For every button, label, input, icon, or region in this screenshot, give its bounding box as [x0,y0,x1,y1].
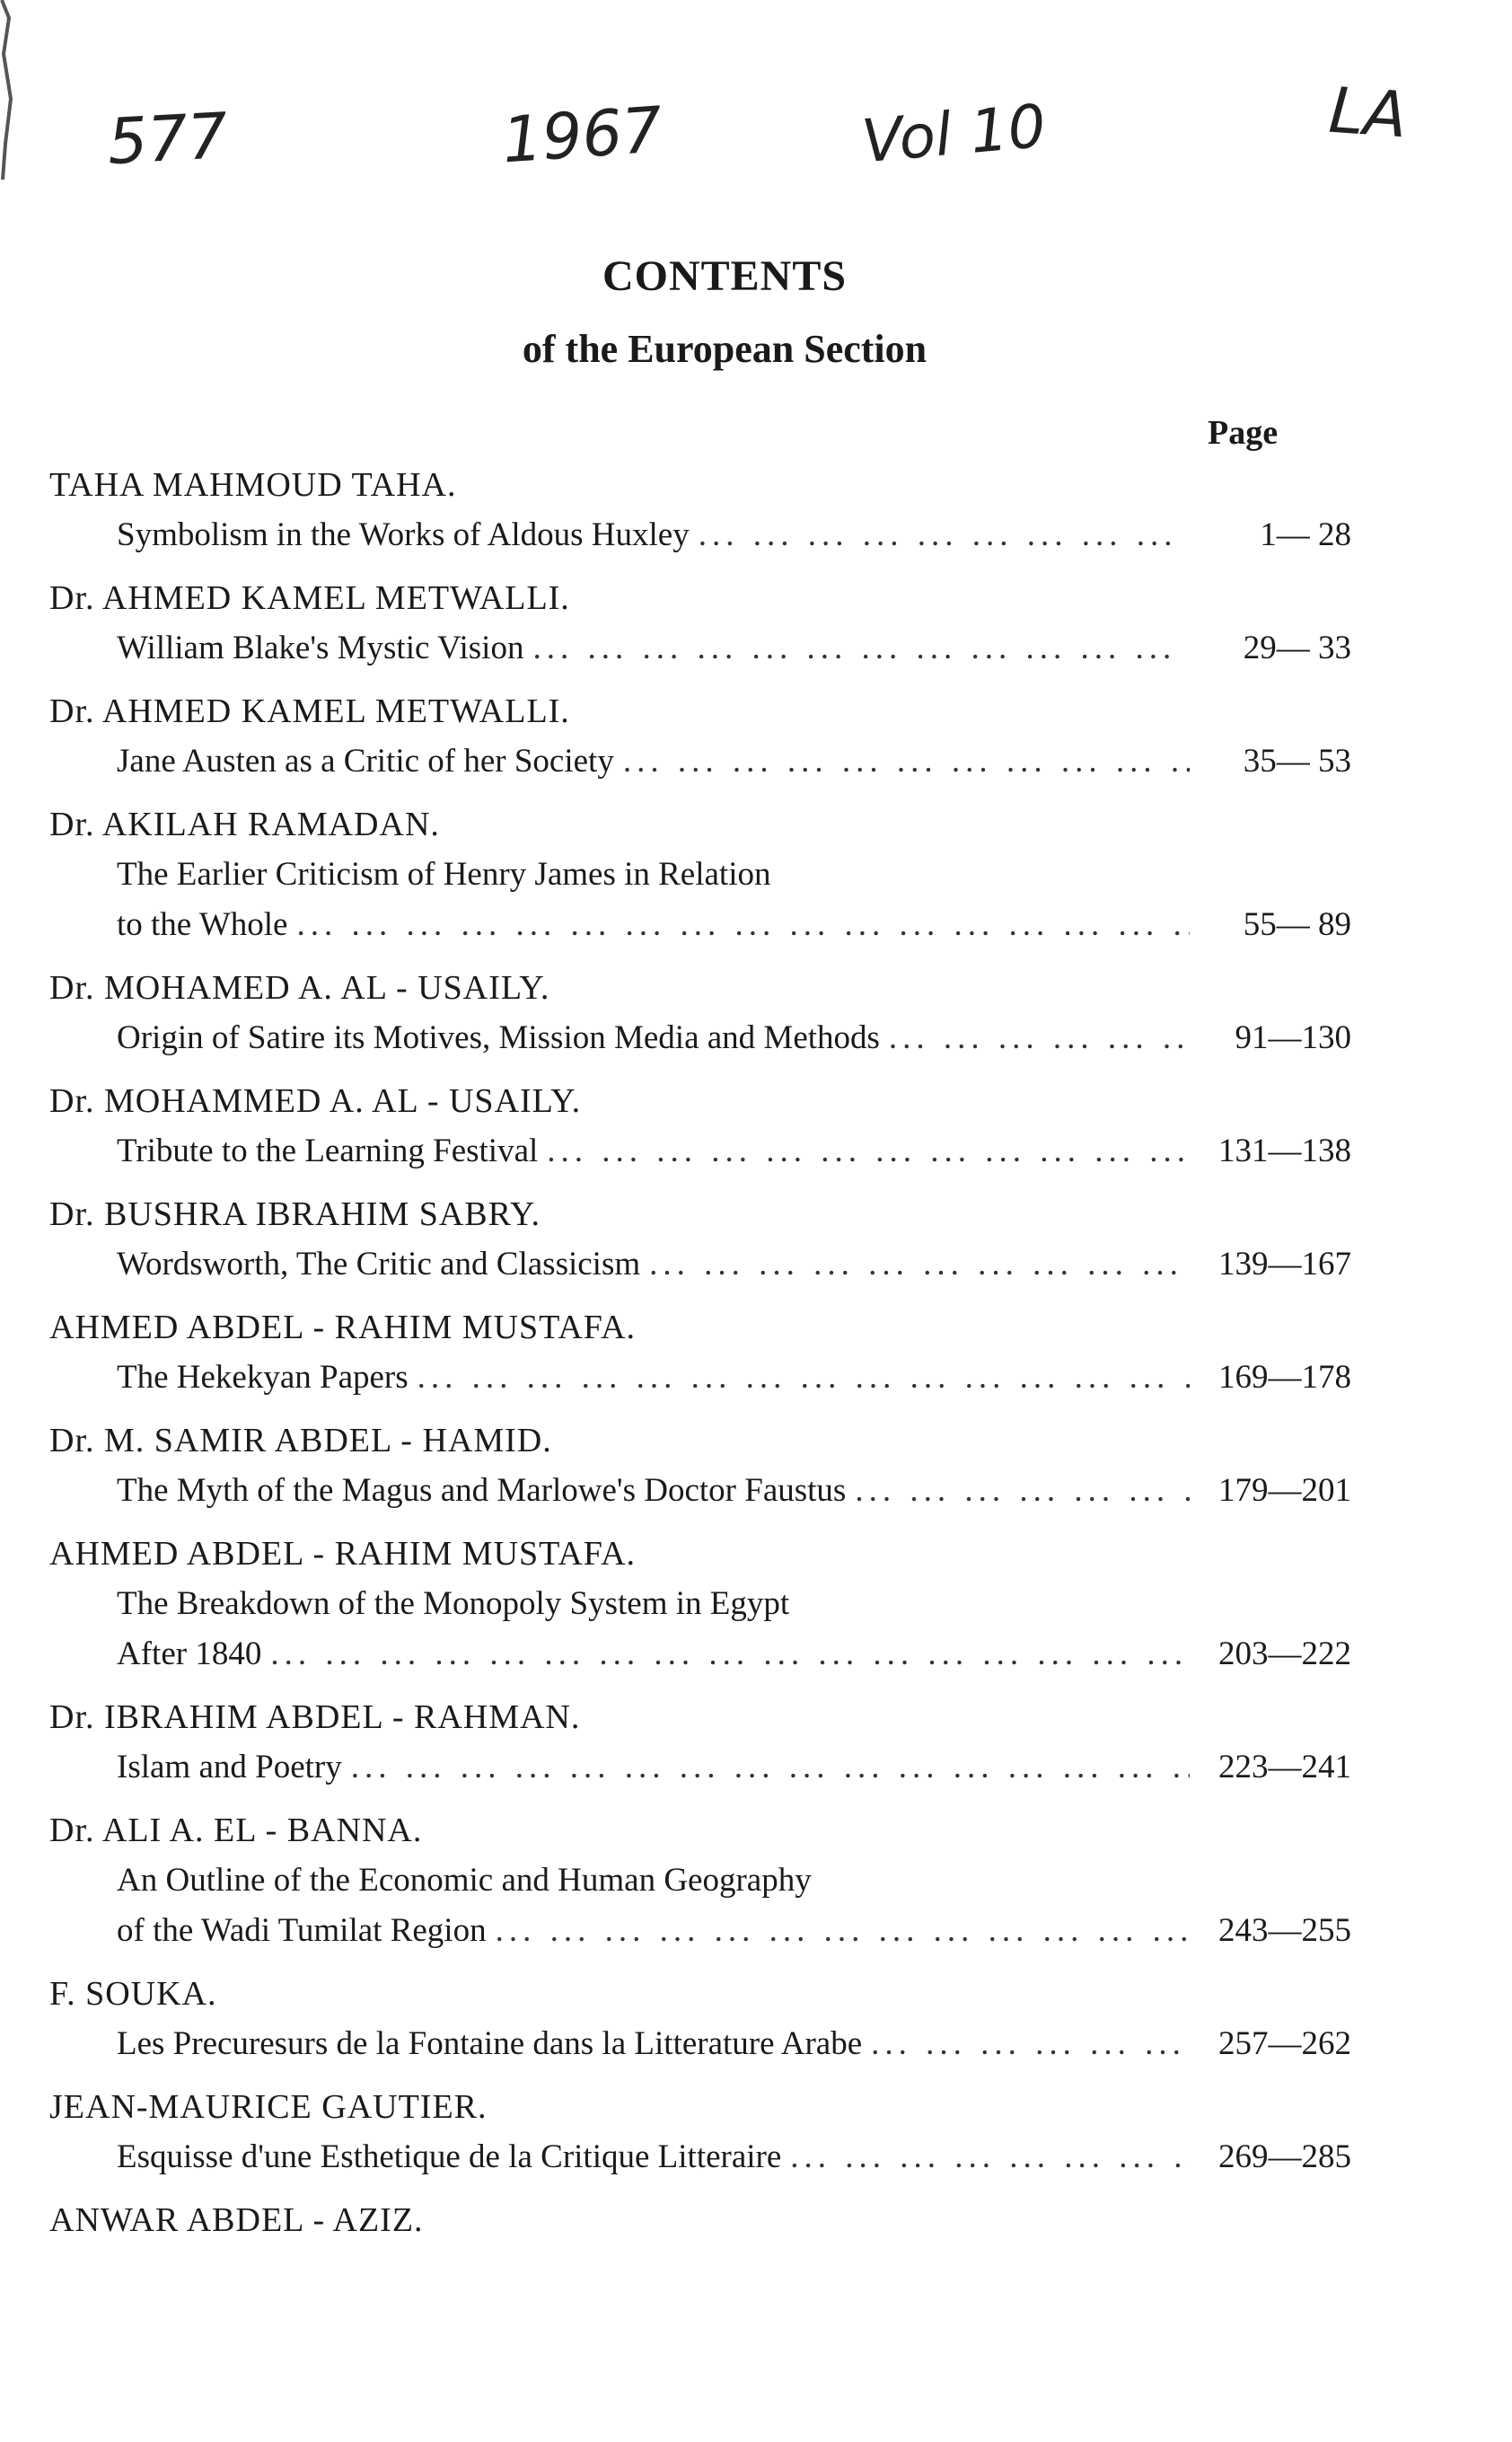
entry-title-row [49,1239,1351,1290]
leader-dots [296,900,1190,950]
entry-pages: 91—130 [1235,1019,1351,1056]
toc-entry [49,1529,1351,1679]
toc-entry [49,1189,1351,1290]
entry-pages: 35— 53 [1243,743,1351,780]
entry-pages: 139—167 [1218,1246,1351,1283]
entry-title: The Breakdown of the Monopoly System in Egypt [117,1585,790,1622]
entry-author: JEAN-MAURICE GAUTIER. [49,2088,488,2126]
entry-title-row [49,2019,1351,2069]
entry-pages: 29— 33 [1243,630,1351,666]
page-subtitle: of the European Section [522,327,927,371]
toc-entry [49,963,1351,1063]
leader-dots [871,2019,1190,2069]
toc-entry [49,1302,1351,1403]
entry-title: Origin of Satire its Motives, Mission Media and Methods [117,1019,880,1056]
leader-dots [790,2132,1190,2182]
table-of-contents [49,460,1351,2258]
toc-entry [49,1076,1351,1177]
entry-title-row [49,736,1351,787]
entry-title: After 1840 [117,1635,262,1672]
leader-dots [547,1126,1190,1177]
handwritten-note-1: 577 [105,99,230,180]
entry-pages: 55— 89 [1243,906,1351,943]
handwritten-note-3: Vol 10 [858,91,1049,177]
entry-pages: 269—285 [1218,2138,1351,2175]
entry-author: Dr. M. SAMIR ABDEL - HAMID. [49,1422,552,1459]
entry-title-row [49,623,1351,674]
entry-author: Dr. AHMED KAMEL METWALLI. [49,692,570,730]
leader-dots [855,1466,1190,1516]
entry-pages: 223—241 [1218,1749,1351,1785]
entry-title-row [49,1013,1351,1063]
entry-author: Dr. BUSHRA IBRAHIM SABRY. [49,1195,541,1233]
entry-author: TAHA MAHMOUD TAHA. [49,466,457,504]
toc-entry [49,460,1351,560]
entry-title-row [49,1629,1351,1679]
entry-title: An Outline of the Economic and Human Geography [117,1862,812,1899]
entry-author: AHMED ABDEL - RAHIM MUSTAFA. [49,1535,637,1573]
handwritten-note-4: LA [1326,73,1410,153]
entry-title: The Earlier Criticism of Henry James in Relation [117,856,771,893]
entry-author: Dr. AHMED KAMEL METWALLI. [49,579,570,617]
page-column-label: Page [1208,414,1279,452]
entry-pages: 203—222 [1218,1635,1351,1672]
entry-author: AHMED ABDEL - RAHIM MUSTAFA. [49,1309,637,1346]
handwriting-svg [0,72,1512,198]
leader-dots [418,1353,1190,1403]
page-title: CONTENTS [602,252,848,300]
toc-entry [49,799,1351,950]
entry-author: Dr. MOHAMED A. AL - USAILY. [49,969,550,1007]
contents-header [0,251,1512,372]
entry-pages: 257—262 [1218,2025,1351,2062]
entry-pages: 1— 28 [1260,516,1351,553]
entry-title: William Blake's Mystic Vision [117,630,524,666]
entry-author: ANWAR ABDEL - AZIZ. [49,2201,424,2239]
leader-dots [649,1239,1190,1290]
entry-title: Jane Austen as a Critic of her Society [117,743,614,780]
entry-title: Les Precuresurs de la Fontaine dans la Litterature Arabe [117,2025,863,2062]
entry-title: of the Wadi Tumilat Region [117,1912,487,1949]
entry-title: to the Whole [117,906,288,943]
entry-author: Dr. MOHAMMED A. AL - USAILY. [49,1082,582,1120]
entry-title-row [49,510,1351,560]
toc-entry [49,2082,1351,2182]
entry-title: The Hekekyan Papers [117,1359,409,1396]
entry-pages: 179—201 [1218,1472,1351,1509]
toc-entry [49,1805,1351,1956]
leader-dots [699,510,1190,560]
entry-pages: 169—178 [1218,1359,1351,1396]
toc-entry [49,686,1351,787]
entry-title: Tribute to the Learning Festival [117,1133,539,1169]
entry-title: Islam and Poetry [117,1749,342,1785]
entry-author: F. SOUKA. [49,1975,217,2013]
entry-author: Dr. ALI A. EL - BANNA. [49,1812,423,1849]
entry-title: Wordsworth, The Critic and Classicism [117,1246,641,1283]
toc-entry [49,573,1351,674]
handwritten-annotations [0,72,1512,198]
leader-dots [623,736,1190,787]
entry-title: The Myth of the Magus and Marlowe's Doctor Faustus [117,1472,847,1509]
entry-title-row [49,2132,1351,2182]
entry-title-row [49,900,1351,950]
entry-pages: 243—255 [1218,1912,1351,1949]
entry-title: Esquisse d'une Esthetique de la Critique Litteraire [117,2138,782,2175]
leader-dots [351,1742,1190,1793]
toc-entry [49,1969,1351,2069]
leader-dots [496,1906,1190,1956]
entry-author: Dr. IBRAHIM ABDEL - RAHMAN. [49,1698,581,1736]
toc-entry [49,2195,1351,2245]
entry-title-row [49,1742,1351,1793]
entry-title-row [49,1353,1351,1403]
leader-dots [889,1013,1190,1063]
leader-dots [532,623,1190,674]
entry-author: Dr. AKILAH RAMADAN. [49,806,440,843]
entry-title-row [49,1466,1351,1516]
toc-entry [49,1415,1351,1516]
handwritten-note-2: 1967 [499,93,665,178]
entry-title: Symbolism in the Works of Aldous Huxley [117,516,690,553]
entry-title-row [49,1906,1351,1956]
entry-pages: 131—138 [1218,1133,1351,1169]
leader-dots [270,1629,1190,1679]
toc-entry [49,1692,1351,1793]
entry-title-row [49,1126,1351,1177]
